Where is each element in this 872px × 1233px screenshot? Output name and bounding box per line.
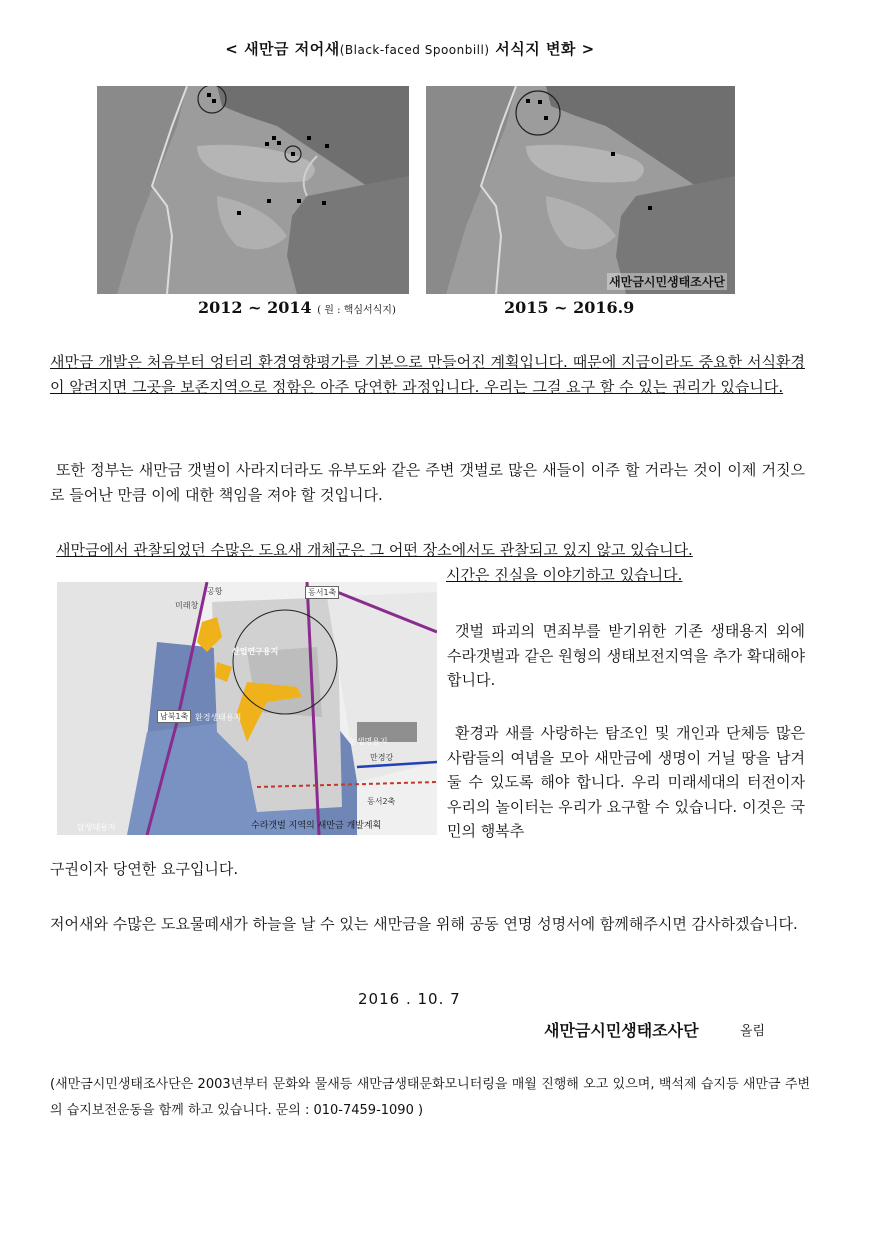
organization-name: 새만금시민생태조사단 bbox=[544, 1021, 699, 1040]
plan-label-east-west-1: 동서1축 bbox=[305, 586, 339, 599]
title-prefix: < bbox=[225, 40, 245, 58]
paragraph-1: 새만금 개발은 처음부터 엉터리 환경영향평가를 기본으로 만들어진 계획입니다. 때문에 지금이라도 중요한 서식환경이 알려지면 그곳을 보존지역으로 정함은 아주 당연한 과정입니다. 우리는 그걸 요구 할 수 있는 권리가 있습니다. bbox=[50, 353, 805, 396]
title-suffix: 서식지 변화 > bbox=[489, 40, 595, 58]
document-date: 2016 . 10. 7 bbox=[358, 990, 461, 1008]
right-map-caption: 2015 ~ 2016.9 bbox=[504, 298, 635, 317]
paragraph-2: 또한 정부는 새만금 갯벌이 사라지더라도 유부도와 같은 주변 갯벌로 많은 새들이 이주 할 거라는 것이 이제 거짓으로 들어난 만큼 이에 대한 책임을 져야 할 것입니다. bbox=[50, 461, 805, 504]
habitat-map-2015-2016 bbox=[426, 86, 735, 294]
document-title bbox=[0, 38, 820, 59]
title-korean: 새만금 저어새 bbox=[244, 40, 340, 58]
satellite-image-right bbox=[426, 86, 735, 294]
plan-label-agri-land: 농생명용지 bbox=[349, 737, 388, 746]
paragraph-4: 갯벌 파괴의 면죄부를 받기위한 기존 생태용지 외에 수라갯벌과 같은 원형의 생태보전지역을 추가 확대해야 합니다. bbox=[447, 622, 805, 689]
plan-label-eco-bottom: 담생태용지 bbox=[77, 823, 116, 832]
plan-label-eco-land: 환경생태용지 bbox=[195, 713, 242, 722]
map-watermark: 새만금시민생태조사단 bbox=[609, 275, 725, 289]
paragraph-6: 저어새와 수많은 도요물떼새가 하늘을 날 수 있는 새만금을 위해 공동 연명 성명서에 함께해주시면 감사하겠습니다. bbox=[50, 915, 798, 933]
satellite-image-left bbox=[97, 86, 409, 294]
plan-label-north-south-1: 남북1축 bbox=[157, 710, 191, 723]
plan-map-caption: 수라갯벌 지역의 새만금 개발계획 bbox=[251, 821, 382, 831]
title-english: (Black-faced Spoonbill) bbox=[339, 43, 490, 57]
organization-note: (새만금시민생태조사단은 2003년부터 문화와 물새등 새만금생태문화모니터링을 매월 진행해 오고 있으며, 백석제 습지등 새만금 주변의 습지보전운동을 함께 하고 있습니다. 문의 : 010-7459-1090 ) bbox=[50, 1077, 810, 1118]
left-caption-note: ( 원 : 핵심서식지) bbox=[317, 305, 396, 316]
paragraph-3b: 시간은 진실을 이야기하고 있습니다. bbox=[446, 566, 683, 584]
development-plan-map bbox=[57, 582, 437, 835]
left-map-caption bbox=[198, 298, 396, 317]
left-caption-years: 2012 ~ 2014 bbox=[198, 298, 312, 317]
plan-label-airport: 공항 bbox=[207, 587, 223, 596]
organization-suffix: 올림 bbox=[740, 1024, 766, 1039]
paragraph-3a: 새만금에서 관찰되었던 수많은 도요새 개체군은 그 어떤 장소에서도 관찰되고 있지 않고 있습니다. bbox=[56, 541, 693, 559]
plan-label-industrial: 산업연구용지 bbox=[232, 647, 279, 656]
paragraph-5a: 환경과 새를 사랑하는 탐조인 및 개인과 단체등 많은 사람들의 여념을 모아 새만금에 생명이 거닐 땅을 남겨둘 수 있도록 해야 합니다. 우리 미래세대의 터전이자 우리의 놀이터는 우리가 요구할 수 있습니다. 이것은 국민의 행복추 bbox=[447, 724, 805, 840]
habitat-map-2012-2014 bbox=[97, 86, 409, 294]
plan-label-mangyeong-river: 만경강 bbox=[370, 753, 394, 762]
plan-label-mirae: 미래창 bbox=[175, 601, 199, 610]
paragraph-5b: 구권이자 당연한 요구입니다. bbox=[50, 860, 239, 878]
plan-label-east-west-2: 동서2축 bbox=[367, 797, 396, 806]
